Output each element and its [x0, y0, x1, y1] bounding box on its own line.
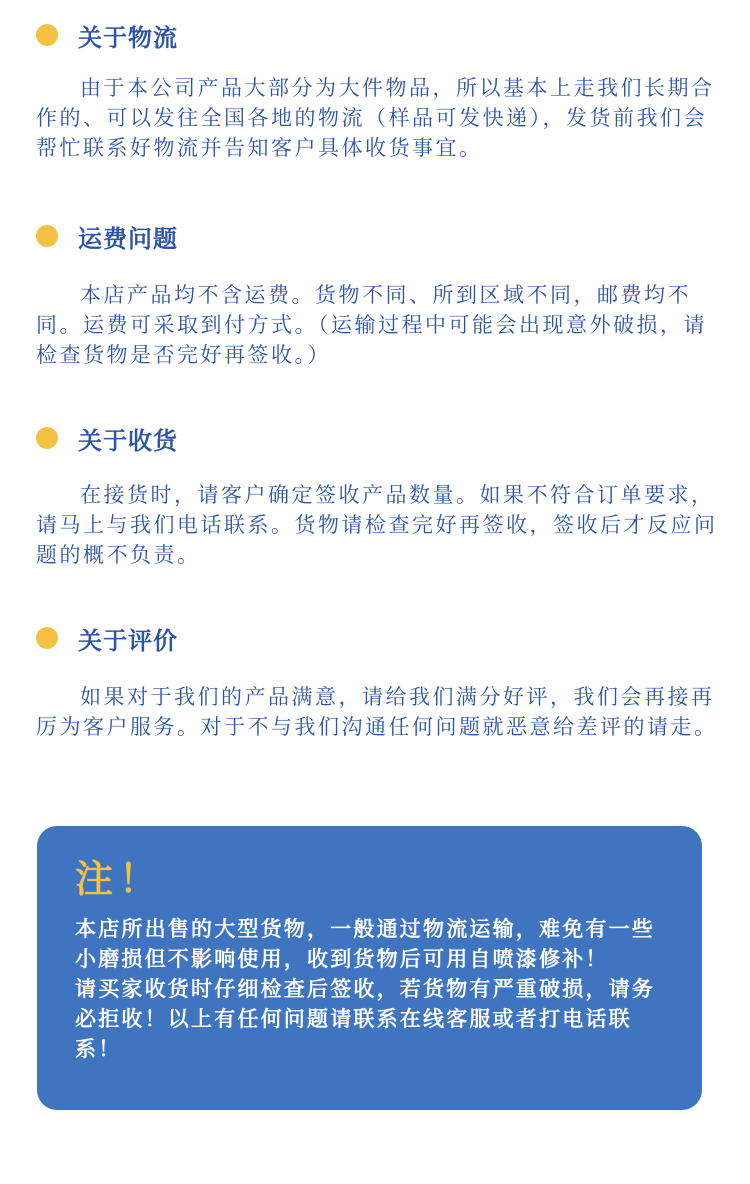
bullet-dot-icon [36, 24, 58, 46]
section-title: 关于物流 [78, 23, 178, 52]
section-heading [36, 620, 178, 656]
section-text: 由于本公司产品大部分为大件物品，所以基本上走我们长期合作的、可以发往全国各地的物流（样品可发快递），发货前我们会帮忙联系好物流并告知客户具体收货事宜。 [36, 76, 715, 160]
bullet-dot-icon [36, 225, 58, 247]
section-text: 本店产品均不含运费。货物不同、所到区域不同，邮费均不同。运费可采取到付方式。（运输过程中可能会出现意外破损，请检查货物是否完好再签收。） [36, 283, 707, 367]
section-heading [36, 420, 178, 456]
section-title: 运费问题 [78, 224, 178, 253]
notice-body [75, 914, 675, 1064]
bullet-dot-icon [36, 627, 58, 649]
notice-paragraph: 本店所出售的大型货物，一般通过物流运输，难免有一些小磨损但不影响使用，收到货物后可用自喷漆修补！ [75, 917, 655, 971]
section-heading [36, 17, 178, 53]
notice-paragraph: 请买家收货时仔细检查后签收，若货物有严重破损，请务必拒收！以上有任何问题请联系在线客服或者打电话联系！ [75, 977, 655, 1061]
section-title: 关于评价 [78, 626, 178, 655]
section-title: 关于收货 [78, 426, 178, 455]
notice-title: 注！ [75, 857, 164, 901]
notice-box [37, 826, 702, 1110]
section-text: 在接货时，请客户确定签收产品数量。如果不符合订单要求，请马上与我们电话联系。货物请检查完好再签收，签收后才反应问题的概不负责。 [36, 483, 718, 567]
section-heading [36, 218, 178, 254]
section-text: 如果对于我们的产品满意，请给我们满分好评，我们会再接再厉为客户服务。对于不与我们沟通任何问题就恶意给差评的请走。 [36, 685, 718, 739]
bullet-dot-icon [36, 427, 58, 449]
